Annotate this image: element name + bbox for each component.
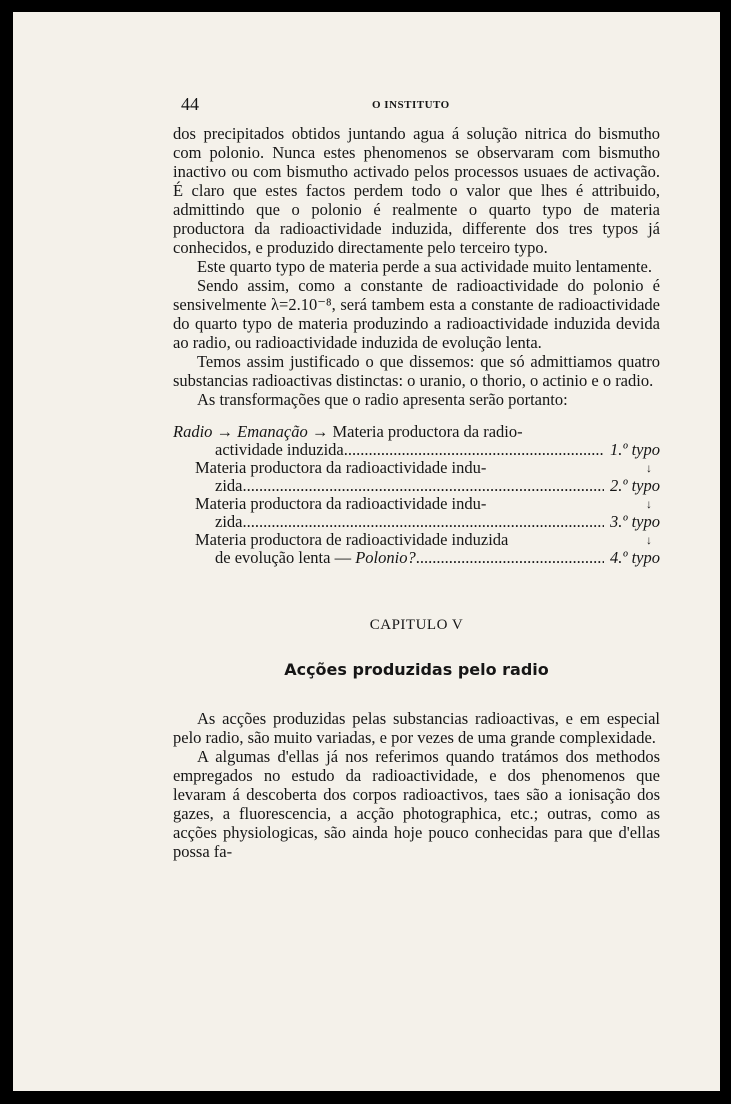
scheme-row-4 (173, 531, 660, 549)
paragraph: A algumas d'ellas já nos referimos quando tratámos dos methodos empregados no estudo da radioactividade, e dos phenomenos que levaram á descoberta dos corpos radioactivos, taes são a ionisação dos gazes, a fluorescencia, a acção photographica, etc.; outras, como as acções physiologicas, são ainda hoje pouco conhecidas para que d'ellas possa fa- (173, 747, 660, 861)
paragraph: As acções produzidas pelas substancias radioactivas, e em especial pelo radio, são muito variadas, e por vezes de uma grande complexidade. (173, 709, 660, 747)
right-arrow-icon: → (216, 422, 234, 441)
paragraph: dos precipitados obtidos juntando agua á solução nitrica do bismutho com polonio. Nunca estes phenomenos se observaram com bismutho inactivo ou com bismutho activado pelos processos usuaes de activação. É claro que estes factos perdem todo o valor que lhes é attribuido, admittindo que o polonio é realmente o quarto typo de materia productora da radioactividade induzida, differente dos tres typos já conhecidos, e produzido directamente pelo terceiro typo. (173, 124, 660, 257)
paragraph: Este quarto typo de materia perde a sua actividade muito lentamente. (197, 257, 652, 276)
scheme-line-2-cont: zida ..... (215, 477, 604, 495)
polonio-label: Polonio? (355, 549, 416, 567)
typo-1: 1.º typo (609, 440, 660, 459)
scheme-line-1: Materia productora da radio- (332, 422, 523, 441)
scheme-line-4: Materia productora de radioactividade induzida (195, 530, 509, 549)
scheme-line-4-cont: de evolução lenta — Polonio? ..... (215, 549, 604, 567)
scheme-row-3b (173, 513, 660, 531)
scheme-row-1b (173, 441, 660, 459)
running-title: O INSTITUTO (372, 99, 450, 111)
scheme-line-3: Materia productora da radioactividade indu- (195, 494, 487, 513)
scheme-line-1-cont: actividade induzida ..... (215, 441, 604, 459)
typo-4: 4.º typo (609, 548, 660, 567)
transformation-scheme (173, 423, 660, 567)
typo-3: 3.º typo (609, 512, 660, 531)
scheme-line-2: Materia productora da radioactividade indu- (195, 458, 487, 477)
paragraph: As transformações que o radio apresenta serão portanto: (197, 390, 568, 409)
section-title: Acções produzidas pelo radio (284, 660, 549, 679)
emanacao-label: Emanação (237, 422, 308, 441)
running-head (173, 94, 660, 118)
page-number: 44 (181, 94, 199, 114)
scheme-row-2b (173, 477, 660, 495)
paragraph: Temos assim justificado o que dissemos: que só admittiamos quatro substancias radioactivas distinctas: o uranio, o thorio, o actinio e o radio. (173, 352, 660, 390)
down-arrow-icon: ↓ (646, 461, 652, 475)
body-text (173, 124, 660, 409)
chapter-heading: CAPITULO V (369, 617, 464, 633)
down-arrow-icon: ↓ (646, 533, 652, 547)
scheme-row-2 (173, 459, 660, 477)
scheme-row-3 (173, 495, 660, 513)
book-page (13, 12, 720, 1091)
paragraph: Sendo assim, como a constante de radioactividade do polonio é sensivelmente λ=2.10⁻⁸, será tambem esta a constante de radioactividade do quarto typo de materia produzindo a radioactividade induzida devida ao radio, ou radioactividade induzida de evolução lenta. (173, 276, 660, 352)
down-arrow-icon: ↓ (646, 497, 652, 511)
right-arrow-icon: → (311, 422, 329, 441)
page-content (173, 94, 660, 861)
typo-2: 2.º typo (609, 476, 660, 495)
section-text (173, 709, 660, 861)
scheme-row-4b (173, 549, 660, 567)
radio-label: Radio (173, 422, 213, 441)
scheme-line-3-cont: zida ..... (215, 513, 604, 531)
scheme-row-1 (173, 423, 660, 441)
